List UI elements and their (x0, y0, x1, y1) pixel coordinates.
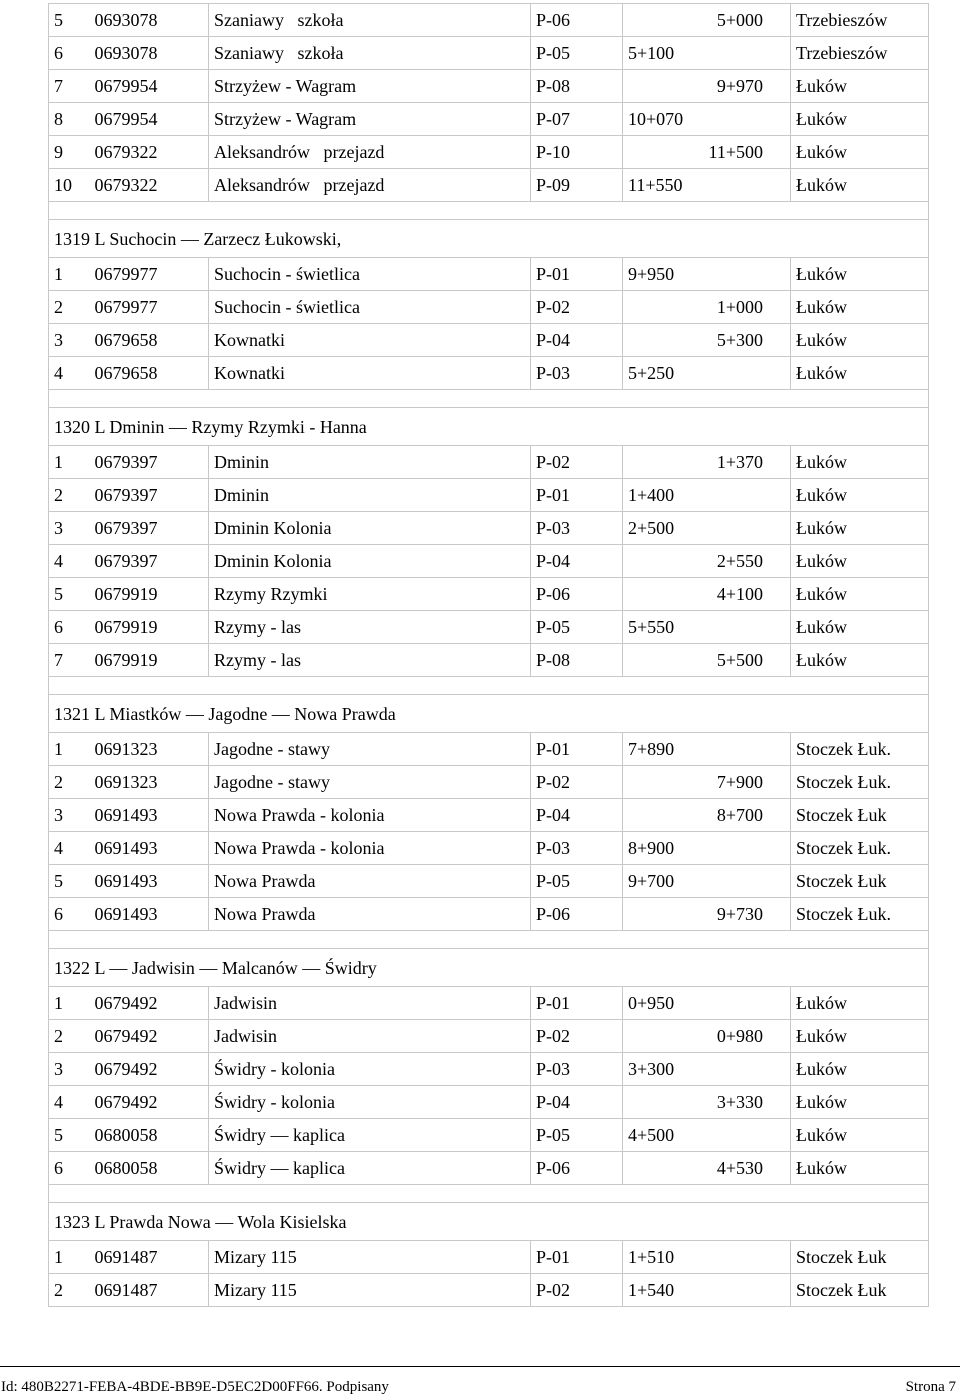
row-number: 7 (49, 70, 95, 103)
kilometer: 3+300 (623, 1053, 791, 1086)
commune: Łuków (791, 103, 929, 136)
location-name: Rzymy - las (209, 644, 531, 677)
table-row (49, 1241, 929, 1274)
point-code: 0679977 (95, 291, 209, 324)
location-name: Jadwisin (209, 987, 531, 1020)
commune: Stoczek Łuk (791, 1274, 929, 1307)
location-name: Rzymy - las (209, 611, 531, 644)
kilometer: 5+000 (623, 4, 791, 37)
point-code: 0679977 (95, 258, 209, 291)
table-row (49, 987, 929, 1020)
commune: Łuków (791, 136, 929, 169)
kilometer: 5+550 (623, 611, 791, 644)
kilometer: 9+730 (623, 898, 791, 931)
point-code: 0680058 (95, 1152, 209, 1185)
row-number: 7 (49, 644, 95, 677)
row-number: 4 (49, 832, 95, 865)
commune: Łuków (791, 1086, 929, 1119)
location-name: Suchocin - świetlica (209, 258, 531, 291)
row-number: 3 (49, 799, 95, 832)
row-number: 3 (49, 512, 95, 545)
point-code: 0691493 (95, 832, 209, 865)
point-code: 0679492 (95, 1053, 209, 1086)
location-name: Kownatki (209, 324, 531, 357)
table-row (49, 4, 929, 37)
section-spacer (49, 677, 929, 695)
point-code: 0679397 (95, 512, 209, 545)
kilometer: 7+900 (623, 766, 791, 799)
point-code: 0693078 (95, 4, 209, 37)
row-number: 1 (49, 733, 95, 766)
point-id: P-09 (531, 169, 623, 202)
point-code: 0679919 (95, 611, 209, 644)
point-code: 0679658 (95, 357, 209, 390)
point-code: 0679492 (95, 987, 209, 1020)
kilometer: 0+950 (623, 987, 791, 1020)
table-row (49, 865, 929, 898)
row-number: 3 (49, 1053, 95, 1086)
row-number: 5 (49, 578, 95, 611)
commune: Łuków (791, 512, 929, 545)
point-id: P-02 (531, 291, 623, 324)
kilometer: 10+070 (623, 103, 791, 136)
section-title-row (49, 1203, 929, 1241)
location-name: Strzyżew - Wagram (209, 70, 531, 103)
row-number: 6 (49, 898, 95, 931)
location-name: Strzyżew - Wagram (209, 103, 531, 136)
page-number: Strona 7 (905, 1379, 956, 1395)
commune: Stoczek Łuk (791, 1241, 929, 1274)
commune: Łuków (791, 1020, 929, 1053)
location-name: Dminin (209, 446, 531, 479)
table-row (49, 479, 929, 512)
row-number: 2 (49, 766, 95, 799)
row-number: 2 (49, 1020, 95, 1053)
table-row (49, 324, 929, 357)
row-number: 1 (49, 446, 95, 479)
point-id: P-05 (531, 37, 623, 70)
commune: Łuków (791, 479, 929, 512)
section-title: 1320 L Dminin — Rzymy Rzymki - Hanna (49, 408, 929, 446)
point-id: P-05 (531, 611, 623, 644)
point-code: 0679397 (95, 479, 209, 512)
commune: Łuków (791, 357, 929, 390)
row-number: 4 (49, 1086, 95, 1119)
kilometer: 11+550 (623, 169, 791, 202)
commune: Stoczek Łuk. (791, 733, 929, 766)
kilometer: 1+540 (623, 1274, 791, 1307)
row-number: 5 (49, 4, 95, 37)
commune: Łuków (791, 291, 929, 324)
section-title: 1323 L Prawda Nowa — Wola Kisielska (49, 1203, 929, 1241)
table-row (49, 733, 929, 766)
section-title: 1319 L Suchocin — Zarzecz Łukowski, (49, 220, 929, 258)
section-spacer (49, 931, 929, 949)
commune: Stoczek Łuk. (791, 766, 929, 799)
row-number: 9 (49, 136, 95, 169)
kilometer: 9+950 (623, 258, 791, 291)
table-row (49, 446, 929, 479)
table-row (49, 357, 929, 390)
row-number: 1 (49, 987, 95, 1020)
kilometer: 9+700 (623, 865, 791, 898)
kilometer: 4+100 (623, 578, 791, 611)
kilometer: 8+900 (623, 832, 791, 865)
point-code: 0679954 (95, 103, 209, 136)
row-number: 4 (49, 357, 95, 390)
commune: Łuków (791, 324, 929, 357)
point-id: P-06 (531, 4, 623, 37)
point-code: 0680058 (95, 1119, 209, 1152)
point-id: P-03 (531, 357, 623, 390)
point-code: 0679919 (95, 578, 209, 611)
kilometer: 4+500 (623, 1119, 791, 1152)
location-name: Jagodne - stawy (209, 766, 531, 799)
kilometer: 5+300 (623, 324, 791, 357)
section-title-row (49, 949, 929, 987)
point-code: 0679492 (95, 1020, 209, 1053)
commune: Stoczek Łuk. (791, 898, 929, 931)
location-name: Dminin (209, 479, 531, 512)
row-number: 5 (49, 1119, 95, 1152)
section-title: 1322 L — Jadwisin — Malcanów — Świdry (49, 949, 929, 987)
location-name: Nowa Prawda (209, 865, 531, 898)
location-name: Świdry - kolonia (209, 1086, 531, 1119)
location-name: Nowa Prawda - kolonia (209, 799, 531, 832)
point-id: P-01 (531, 733, 623, 766)
commune: Łuków (791, 446, 929, 479)
point-id: P-04 (531, 799, 623, 832)
table-row (49, 898, 929, 931)
page-footer (0, 1366, 960, 1399)
table-row (49, 70, 929, 103)
commune: Stoczek Łuk. (791, 832, 929, 865)
point-code: 0691493 (95, 799, 209, 832)
kilometer: 5+100 (623, 37, 791, 70)
section-title-row (49, 695, 929, 733)
road-points-table (48, 3, 929, 1307)
kilometer: 2+500 (623, 512, 791, 545)
location-name: Aleksandrów przejazd (209, 136, 531, 169)
point-code: 0679919 (95, 644, 209, 677)
commune: Łuków (791, 611, 929, 644)
point-id: P-08 (531, 644, 623, 677)
location-name: Szaniawy szkoła (209, 4, 531, 37)
point-id: P-02 (531, 1274, 623, 1307)
commune: Łuków (791, 545, 929, 578)
point-id: P-01 (531, 479, 623, 512)
section-title: 1321 L Miastków — Jagodne — Nowa Prawda (49, 695, 929, 733)
point-code: 0679658 (95, 324, 209, 357)
kilometer: 0+980 (623, 1020, 791, 1053)
point-code: 0691487 (95, 1274, 209, 1307)
table-row (49, 1119, 929, 1152)
location-name: Świdry — kaplica (209, 1152, 531, 1185)
point-id: P-03 (531, 832, 623, 865)
point-id: P-03 (531, 512, 623, 545)
kilometer: 5+250 (623, 357, 791, 390)
table-row (49, 1152, 929, 1185)
location-name: Nowa Prawda (209, 898, 531, 931)
table-row (49, 512, 929, 545)
kilometer: 1+000 (623, 291, 791, 324)
commune: Stoczek Łuk (791, 865, 929, 898)
section-spacer (49, 390, 929, 408)
point-id: P-10 (531, 136, 623, 169)
point-id: P-05 (531, 865, 623, 898)
kilometer: 4+530 (623, 1152, 791, 1185)
table-row (49, 1053, 929, 1086)
row-number: 8 (49, 103, 95, 136)
point-code: 0679322 (95, 169, 209, 202)
kilometer: 5+500 (623, 644, 791, 677)
table-row (49, 766, 929, 799)
point-code: 0691323 (95, 766, 209, 799)
point-id: P-06 (531, 1152, 623, 1185)
row-number: 2 (49, 291, 95, 324)
kilometer: 3+330 (623, 1086, 791, 1119)
point-code: 0679322 (95, 136, 209, 169)
row-number: 6 (49, 37, 95, 70)
point-id: P-01 (531, 1241, 623, 1274)
point-id: P-08 (531, 70, 623, 103)
point-code: 0679397 (95, 545, 209, 578)
point-id: P-02 (531, 446, 623, 479)
point-id: P-07 (531, 103, 623, 136)
table-row (49, 545, 929, 578)
point-id: P-04 (531, 1086, 623, 1119)
commune: Trzebieszów (791, 37, 929, 70)
table-row (49, 832, 929, 865)
location-name: Świdry - kolonia (209, 1053, 531, 1086)
kilometer: 7+890 (623, 733, 791, 766)
location-name: Aleksandrów przejazd (209, 169, 531, 202)
row-number: 2 (49, 1274, 95, 1307)
table-row (49, 1086, 929, 1119)
section-title-row (49, 220, 929, 258)
row-number: 10 (49, 169, 95, 202)
kilometer: 2+550 (623, 545, 791, 578)
point-id: P-01 (531, 987, 623, 1020)
point-id: P-04 (531, 545, 623, 578)
location-name: Dminin Kolonia (209, 545, 531, 578)
location-name: Kownatki (209, 357, 531, 390)
commune: Łuków (791, 1053, 929, 1086)
point-id: P-05 (531, 1119, 623, 1152)
kilometer: 1+370 (623, 446, 791, 479)
row-number: 2 (49, 479, 95, 512)
point-id: P-01 (531, 258, 623, 291)
row-number: 4 (49, 545, 95, 578)
location-name: Rzymy Rzymki (209, 578, 531, 611)
location-name: Nowa Prawda - kolonia (209, 832, 531, 865)
location-name: Mizary 115 (209, 1274, 531, 1307)
row-number: 6 (49, 611, 95, 644)
point-code: 0691493 (95, 865, 209, 898)
point-id: P-02 (531, 1020, 623, 1053)
commune: Łuków (791, 1152, 929, 1185)
location-name: Mizary 115 (209, 1241, 531, 1274)
point-id: P-06 (531, 898, 623, 931)
kilometer: 8+700 (623, 799, 791, 832)
table-row (49, 799, 929, 832)
point-id: P-03 (531, 1053, 623, 1086)
section-spacer (49, 202, 929, 220)
section-spacer (49, 1185, 929, 1203)
table-row (49, 611, 929, 644)
row-number: 1 (49, 258, 95, 291)
table-row (49, 169, 929, 202)
location-name: Suchocin - świetlica (209, 291, 531, 324)
table-row (49, 1020, 929, 1053)
point-code: 0693078 (95, 37, 209, 70)
location-name: Dminin Kolonia (209, 512, 531, 545)
table-row (49, 136, 929, 169)
point-id: P-06 (531, 578, 623, 611)
location-name: Jagodne - stawy (209, 733, 531, 766)
commune: Łuków (791, 169, 929, 202)
location-name: Świdry — kaplica (209, 1119, 531, 1152)
commune: Łuków (791, 1119, 929, 1152)
point-code: 0691487 (95, 1241, 209, 1274)
kilometer: 9+970 (623, 70, 791, 103)
row-number: 1 (49, 1241, 95, 1274)
table-row (49, 578, 929, 611)
commune: Łuków (791, 578, 929, 611)
commune: Trzebieszów (791, 4, 929, 37)
commune: Łuków (791, 987, 929, 1020)
kilometer: 1+510 (623, 1241, 791, 1274)
point-code: 0679397 (95, 446, 209, 479)
row-number: 5 (49, 865, 95, 898)
document-id: Id: 480B2271-FEBA-4BDE-BB9E-D5EC2D00FF66. Podpisany (1, 1379, 389, 1395)
table-row (49, 291, 929, 324)
row-number: 6 (49, 1152, 95, 1185)
kilometer: 11+500 (623, 136, 791, 169)
kilometer: 1+400 (623, 479, 791, 512)
point-code: 0679954 (95, 70, 209, 103)
section-title-row (49, 408, 929, 446)
location-name: Szaniawy szkoła (209, 37, 531, 70)
point-id: P-02 (531, 766, 623, 799)
table-row (49, 1274, 929, 1307)
table-row (49, 37, 929, 70)
table-row (49, 644, 929, 677)
table-row (49, 103, 929, 136)
table-row (49, 258, 929, 291)
commune: Łuków (791, 644, 929, 677)
point-id: P-04 (531, 324, 623, 357)
point-code: 0691323 (95, 733, 209, 766)
commune: Łuków (791, 70, 929, 103)
location-name: Jadwisin (209, 1020, 531, 1053)
commune: Stoczek Łuk (791, 799, 929, 832)
point-code: 0691493 (95, 898, 209, 931)
commune: Łuków (791, 258, 929, 291)
point-code: 0679492 (95, 1086, 209, 1119)
row-number: 3 (49, 324, 95, 357)
